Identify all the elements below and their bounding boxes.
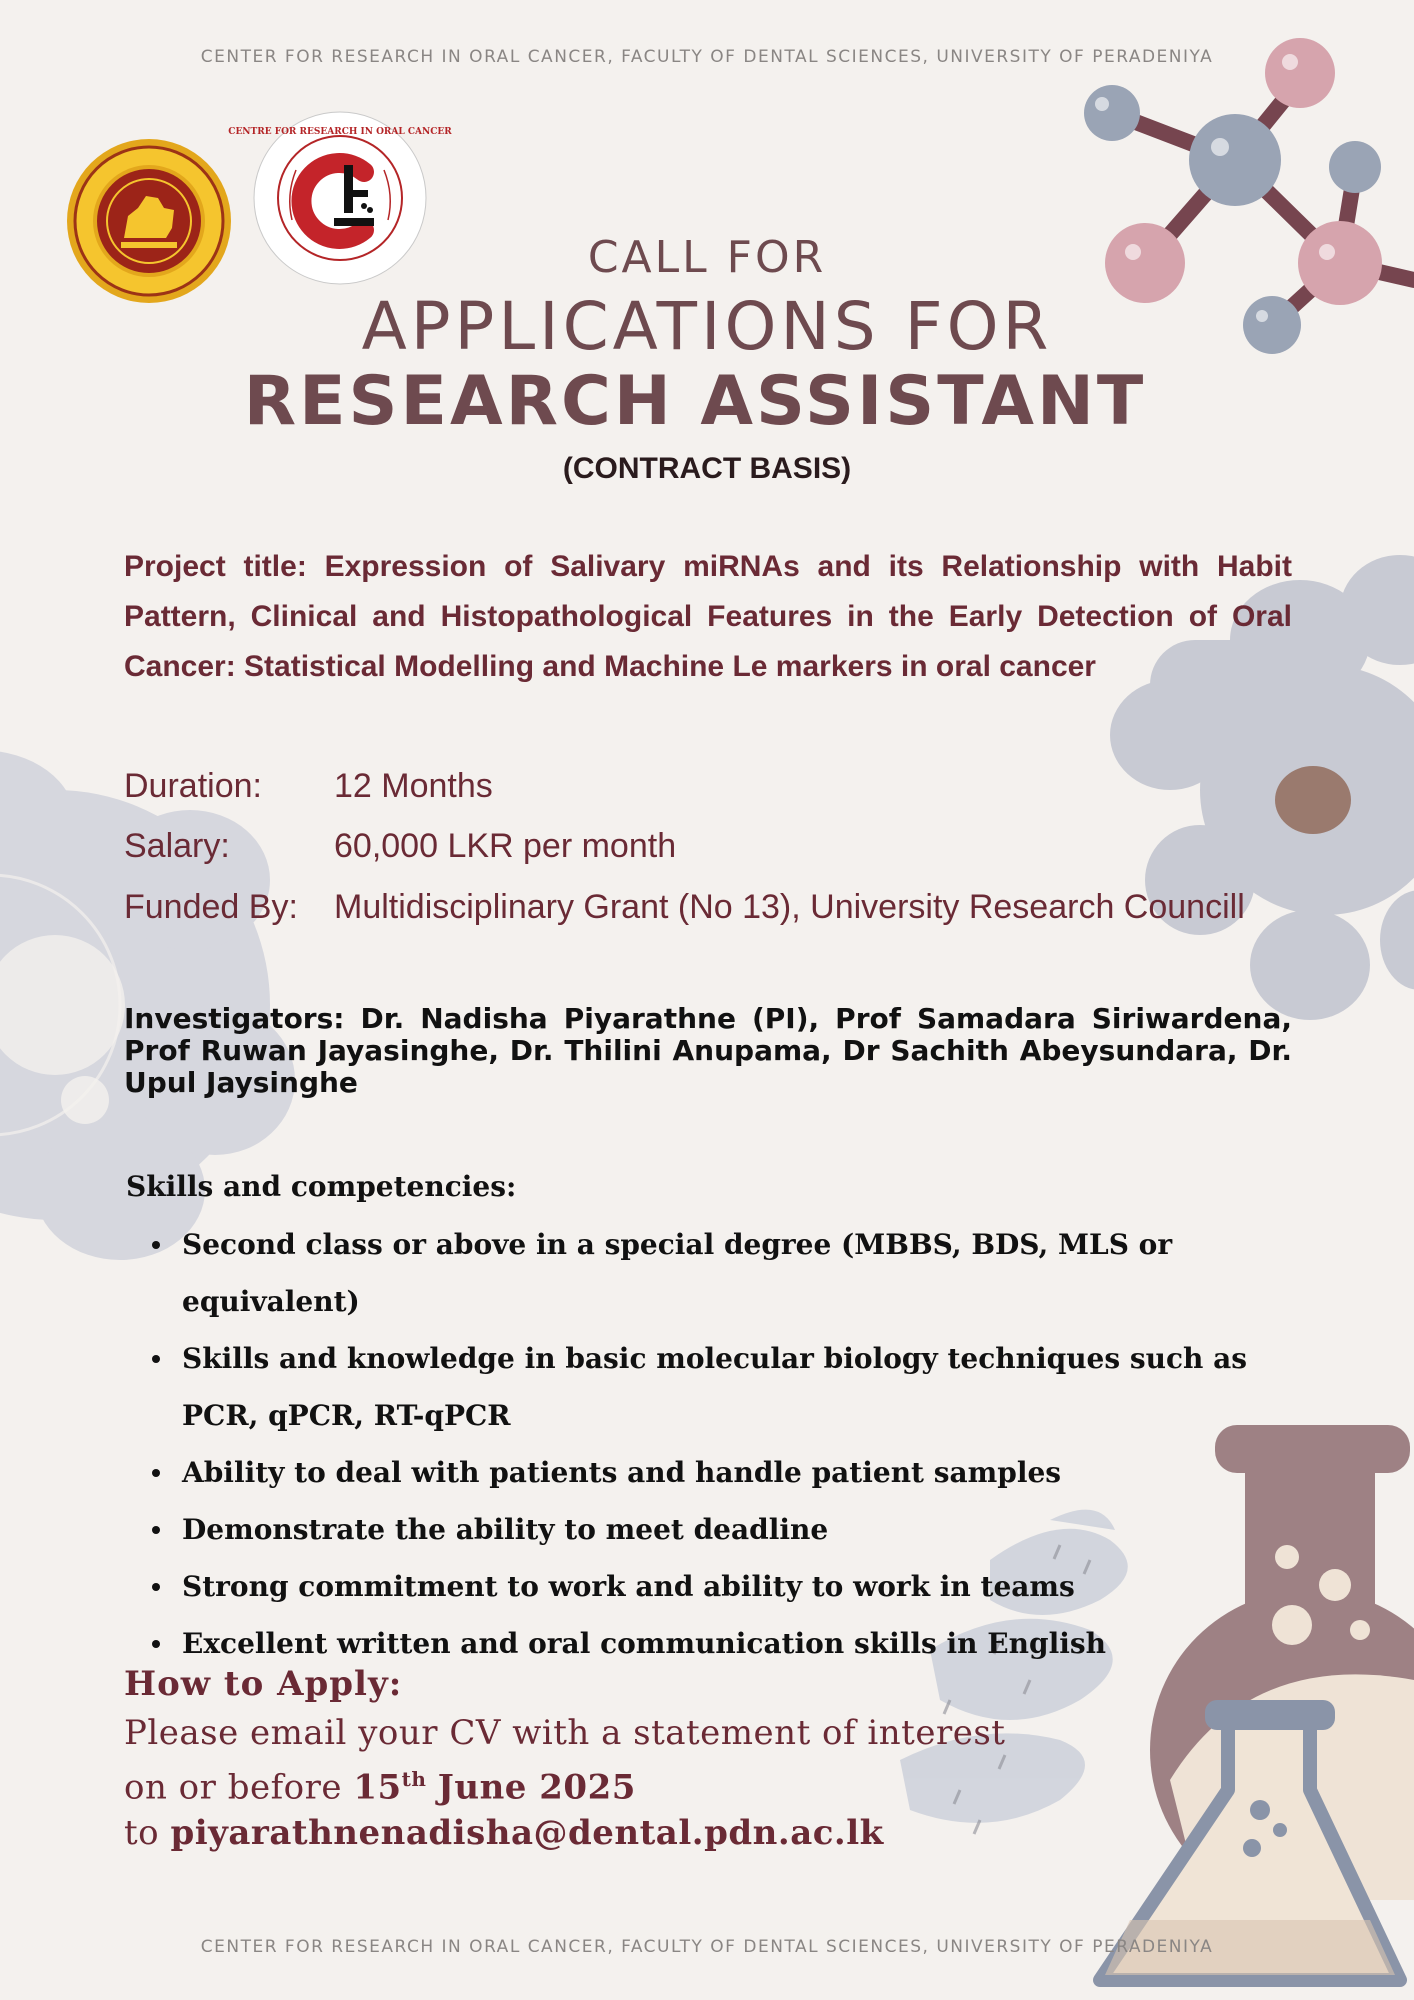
apply-email-prefix: to bbox=[124, 1813, 160, 1854]
project-title: Project title: Expression of Salivary miRNAs and its Relationship with Habit Pattern, Clinical and Histopathological Features in the Early Detection of Oral Cancer: Statistical Modelling and Machine Le markers in oral cancer bbox=[124, 550, 1292, 683]
how-to-apply-text bbox=[124, 1710, 1024, 1856]
apply-deadline-day: 15 bbox=[353, 1767, 402, 1808]
title-applications-for: APPLICATIONS FOR bbox=[361, 288, 1053, 365]
list-item: Ability to deal with patients and handle patient samples bbox=[126, 1444, 1306, 1501]
detail-value: Multidisciplinary Grant (No 13), University Research Councill bbox=[334, 888, 1245, 926]
list-item: Excellent written and oral communication skills in English bbox=[126, 1615, 1306, 1672]
apply-line-1: Please email your CV with a statement of interest bbox=[124, 1713, 1006, 1753]
apply-email-link[interactable]: piyarathnenadisha@dental.pdn.ac.lk bbox=[170, 1813, 884, 1854]
list-item: Strong commitment to work and ability to work in teams bbox=[126, 1558, 1306, 1615]
detail-salary bbox=[124, 827, 676, 866]
skills-title: Skills and competencies: bbox=[126, 1170, 517, 1203]
apply-deadline-date: June 2025 bbox=[437, 1767, 636, 1808]
list-item: Second class or above in a special degree (MBBS, BDS, MLS or equivalent) bbox=[126, 1216, 1306, 1330]
list-item: Skills and knowledge in basic molecular biology techniques such as PCR, qPCR, RT-qPCR bbox=[126, 1330, 1306, 1444]
logo-caption: CENTRE FOR RESEARCH IN ORAL CANCER bbox=[228, 127, 452, 137]
detail-value: 12 Months bbox=[334, 767, 493, 805]
header-affiliation: CENTER FOR RESEARCH IN ORAL CANCER, FACULTY OF DENTAL SCIENCES, UNIVERSITY OF PERADENIYA bbox=[200, 47, 1214, 67]
list-item: Demonstrate the ability to meet deadline bbox=[126, 1501, 1306, 1558]
apply-deadline-prefix: on or before bbox=[124, 1767, 343, 1808]
how-to-apply-title: How to Apply: bbox=[124, 1664, 403, 1704]
detail-funded-by bbox=[124, 888, 1245, 927]
detail-value: 60,000 LKR per month bbox=[334, 827, 677, 865]
apply-line-3 bbox=[124, 1810, 1024, 1856]
title-research-assistant: RESEARCH ASSISTANT bbox=[243, 362, 1147, 441]
subtitle-contract-basis: (CONTRACT BASIS) bbox=[562, 452, 852, 485]
apply-deadline-suffix: th bbox=[401, 1767, 427, 1791]
detail-label: Funded By: bbox=[124, 888, 298, 926]
investigators: Investigators: Dr. Nadisha Piyarathne (PI), Prof Samadara Siriwardena, Prof Ruwan Jayasinghe, Dr. Thilini Anupama, Dr Sachith Abeysundara, Dr. Upul Jaysinghe bbox=[124, 1002, 1292, 1099]
apply-line-2 bbox=[124, 1756, 1024, 1810]
detail-label: Salary: bbox=[124, 827, 230, 865]
footer-affiliation: CENTER FOR RESEARCH IN ORAL CANCER, FACULTY OF DENTAL SCIENCES, UNIVERSITY OF PERADENIYA bbox=[200, 1937, 1214, 1957]
detail-duration bbox=[124, 767, 493, 806]
skills-list bbox=[126, 1216, 1306, 1672]
detail-label: Duration: bbox=[124, 767, 262, 805]
title-call-for: CALL FOR bbox=[587, 232, 827, 283]
